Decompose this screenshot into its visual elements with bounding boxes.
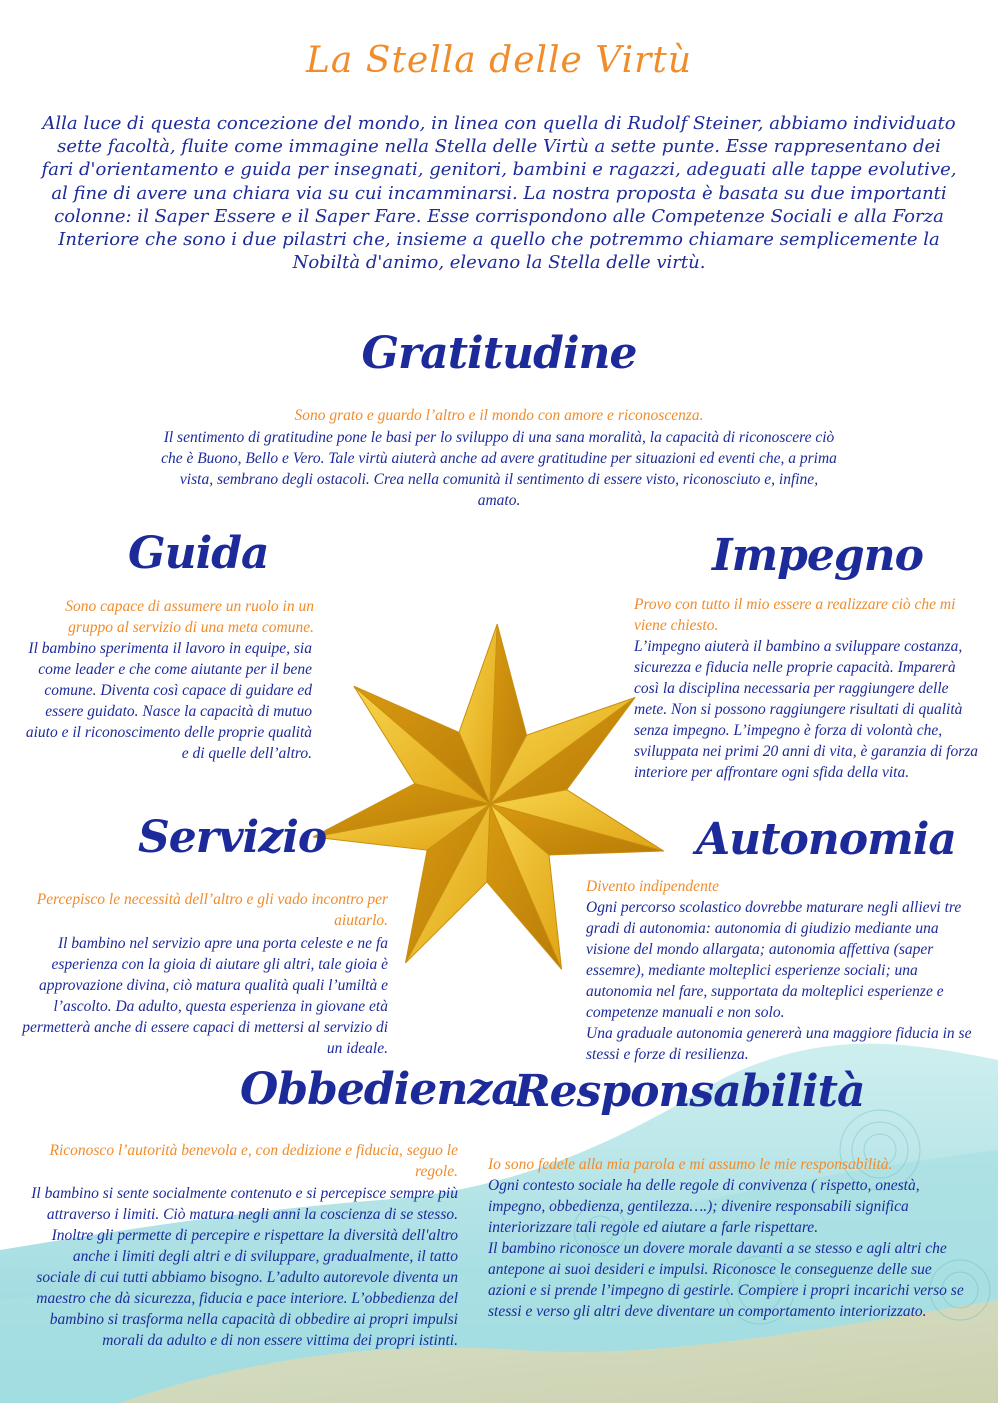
heading-obbedienza: Obbedienza [240,1064,519,1115]
heading-autonomia: Autonomia [696,814,956,865]
heading-guida: Guida [128,528,269,579]
subtitle-responsabilita: Io sono fedele alla mia parola e mi assumo le mie responsabilità. [488,1156,893,1173]
subtitle-servizio: Percepisco le necessità dell’altro e gli vado incontro per aiutarlo. [36,891,388,929]
page-title: La Stella delle Virtù [305,40,693,81]
heading-servizio: Servizio [138,812,327,863]
body-impegno: L’impegno aiuterà il bambino a sviluppare costanza, sicurezza e fiducia nelle proprie capacità. Imparerà così la disciplina necessaria per raggiungere delle mete. Non si possono raggiungere risultati di qualità senza impegno. L’impegno è forza di volontà che, sviluppata nei primi 20 anni di vita, è garanzia di forza interiore per affrontare ogni sfida della vita. [634,638,979,781]
intro-paragraph: Alla luce di questa concezione del mondo, in linea con quella di Rudolf Steiner, abbiamo individuato sette facoltà, fluite come immagine nella Stella delle Virtù a sette punte. Esse rappresentano dei fari d'orientamento e guida per insegnati, genitori, bambini e ragazzi, adeguati alle tappe evolutive, al fine di avere una chiara via su cui incamminarsi. La nostra proposta è basata su due importanti colonne: il Saper Essere e il Saper Fare. Esse corrispondono alle Competenze Sociali e alla Forza Interiore che sono i due pilastri che, insieme a quello che potremmo chiamare semplicemente la Nobiltà d'animo, elevano la Stella delle virtù. [41,113,957,274]
body-autonomia-2: Una graduale autonomia genererà una maggiore fiducia in se stessi e forze di resilienza. [586,1025,972,1063]
heading-impegno: Impegno [712,530,924,581]
body-obbedienza: Il bambino si sente socialmente contenuto e si percepisce sempre più attraverso i limiti. Ciò matura negli anni la coscienza di se stesso. Inoltre gli permette di percepire e rispettare la diversità dell'altro anche i limiti degli altri e di sviluppare, gradualmente, il tatto sociale di cui tutti abbiamo bisogno. L’adulto autorevole diventa un maestro che dà sicurezza, fiducia e pace interiore. L’obbedienza del bambino si trasforma nella capacità di obbedire ai propri impulsi morali da adulto e di non essere vittima dei propri istinti. [31,1185,458,1349]
body-servizio: Il bambino nel servizio apre una porta celeste e ne fa esperienza con la gioia di aiutare gli altri, tale gioia è approvazione divina, ciò matura qualità quali l’umiltà e l’ascolto. Da adulto, questa esperienza in giovane età permetterà anche di essere capaci di mettersi al servizio di un ideale. [22,935,388,1057]
subtitle-gratitudine: Sono grato e guardo l’altro e il mondo con amore e riconoscenza. [294,407,704,424]
subtitle-impegno: Provo con tutto il mio essere a realizzare ciò che mi viene chiesto. [634,596,956,634]
subtitle-autonomia: Divento indipendente [586,878,719,895]
body-gratitudine: Il sentimento di gratitudine pone le basi per lo sviluppo di una sana moralità, la capacità di riconoscere ciò che è Buono, Bello e Vero. Tale virtù aiuterà anche ad avere gratitudine per situazioni ed eventi che, a prima vista, sembrano degli ostacoli. Crea nella comunità il sentimento di essere visto, riconosciuto e, infine, amato. [161,429,837,509]
subtitle-obbedienza: Riconosco l’autorità benevola e, con dedizione e fiducia, seguo le regole. [49,1142,458,1180]
subtitle-guida: Sono capace di assumere un ruolo in un gruppo al servizio di una meta comune. [65,598,314,636]
body-guida: Il bambino sperimenta il lavoro in equipe, sia come leader e che come aiutante per il bene comune. Diventa così capace di guidare ed essere guidato. Nasce la capacità di mutuo aiuto e il riconoscimento delle proprie qualità e di quelle dell’altro. [25,640,312,762]
body-autonomia: Ogni percorso scolastico dovrebbe maturare negli allievi tre gradi di autonomia: autonomia di giudizio mediante una visione del mondo allargata; autonomia affettiva (saper essemre), mediante molteplici esperienze sociali; una autonomia nel fare, supportata da molteplici esperienze e competenze manuali e non solo. [586,899,962,1021]
body-responsabilita-2: Il bambino riconosce un dovere morale davanti a se stesso e agli altri che antepone ai suoi desideri e impulsi. Riconosce le conseguenze delle sue azioni e si prende l’impegno di gestirle. Compiere i propri incarichi verso se stessi e verso gli altri deve diventare un comportamento interiorizzato. [488,1240,964,1320]
body-responsabilita: Ogni contesto sociale ha delle regole di convivenza ( rispetto, onestà, impegno, obbedienza, gentilezza….); divenire responsabili significa interiorizzare tali regole ed aiutare a farle rispettare. [488,1177,920,1236]
heading-gratitudine: Gratitudine [361,328,637,379]
heading-responsabilita: Responsabilità [514,1066,865,1117]
